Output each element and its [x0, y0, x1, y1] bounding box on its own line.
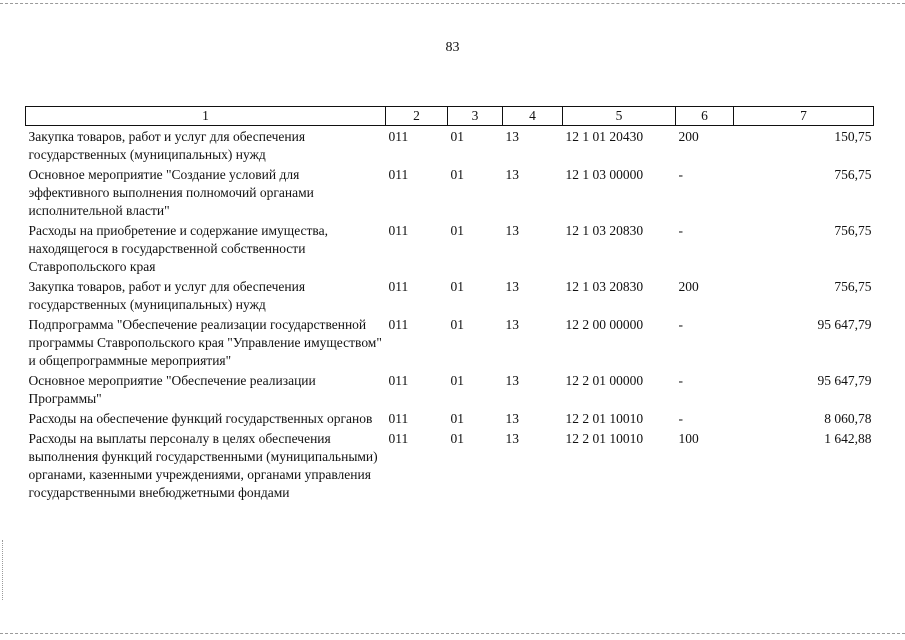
row-csr: 12 2 01 10010 [565, 411, 644, 426]
row-rz: 01 [450, 167, 464, 182]
budget-table [25, 106, 874, 502]
row-csr: 12 2 01 00000 [565, 373, 644, 388]
row-vr: - [678, 373, 683, 388]
row-ved: 011 [388, 129, 409, 144]
row-rz: 01 [450, 431, 464, 446]
header-cell-6: 6 [676, 107, 734, 126]
header-cell-5: 5 [563, 107, 676, 126]
header-cell-2: 2 [386, 107, 448, 126]
row-sum: 1 642,88 [824, 431, 872, 446]
row-ved: 011 [388, 431, 409, 446]
scan-edge-bottom [0, 633, 905, 634]
row-vr: 100 [678, 431, 699, 446]
row-ved: 011 [388, 411, 409, 426]
table-row [26, 428, 874, 502]
row-pr: 13 [505, 431, 519, 446]
row-ved: 011 [388, 279, 409, 294]
row-ved: 011 [388, 167, 409, 182]
row-name: Основное мероприятие "Создание условий для эффективного выполнения полномочий органами исполнительной власти" [28, 167, 314, 218]
row-rz: 01 [450, 317, 464, 332]
row-sum: 756,75 [834, 167, 872, 182]
row-name: Закупка товаров, работ и услуг для обеспечения государственных (муниципальных) нужд [28, 129, 306, 162]
row-vr: - [678, 167, 683, 182]
row-pr: 13 [505, 317, 519, 332]
row-vr: - [678, 317, 683, 332]
table-row [26, 276, 874, 314]
row-vr: 200 [678, 279, 699, 294]
row-ved: 011 [388, 373, 409, 388]
row-sum: 95 647,79 [817, 317, 872, 332]
header-cell-7: 7 [734, 107, 874, 126]
table-row [26, 314, 874, 370]
table-row [26, 408, 874, 428]
row-pr: 13 [505, 167, 519, 182]
row-pr: 13 [505, 279, 519, 294]
header-cell-1: 1 [26, 107, 386, 126]
row-csr: 12 2 01 10010 [565, 431, 644, 446]
row-name: Расходы на выплаты персоналу в целях обеспечения выполнения функций государственными (муниципальными) органами, казенными учреждениями, органами управления государственными внебюджетными фондами [28, 431, 378, 500]
row-name: Подпрограмма "Обеспечение реализации государственной программы Ставропольского края "Управление имуществом" и общепрограммные мероприятия" [28, 317, 382, 368]
table-row [26, 126, 874, 165]
scan-edge-top [0, 3, 905, 4]
row-pr: 13 [505, 223, 519, 238]
row-sum: 756,75 [834, 223, 872, 238]
row-csr: 12 1 03 00000 [565, 167, 644, 182]
row-sum: 756,75 [834, 279, 872, 294]
row-csr: 12 1 01 20430 [565, 129, 644, 144]
row-sum: 95 647,79 [817, 373, 872, 388]
header-cell-4: 4 [503, 107, 563, 126]
row-name: Расходы на обеспечение функций государственных органов [28, 411, 373, 426]
scan-edge-left [2, 540, 3, 600]
row-rz: 01 [450, 373, 464, 388]
row-vr: 200 [678, 129, 699, 144]
row-ved: 011 [388, 317, 409, 332]
table-row [26, 164, 874, 220]
page-number: 83 [445, 40, 460, 55]
row-rz: 01 [450, 129, 464, 144]
header-cell-3: 3 [448, 107, 503, 126]
row-rz: 01 [450, 223, 464, 238]
row-name: Основное мероприятие "Обеспечение реализации Программы" [28, 373, 316, 406]
row-pr: 13 [505, 373, 519, 388]
table-row [26, 370, 874, 408]
row-rz: 01 [450, 279, 464, 294]
row-vr: - [678, 411, 683, 426]
row-vr: - [678, 223, 683, 238]
row-name: Расходы на приобретение и содержание имущества, находящегося в государственной собственности Ставропольского края [28, 223, 328, 274]
row-sum: 8 060,78 [824, 411, 872, 426]
row-csr: 12 2 00 00000 [565, 317, 644, 332]
row-sum: 150,75 [834, 129, 872, 144]
row-ved: 011 [388, 223, 409, 238]
row-pr: 13 [505, 411, 519, 426]
row-rz: 01 [450, 411, 464, 426]
table-row [26, 220, 874, 276]
row-pr: 13 [505, 129, 519, 144]
row-name: Закупка товаров, работ и услуг для обеспечения государственных (муниципальных) нужд [28, 279, 306, 312]
row-csr: 12 1 03 20830 [565, 279, 644, 294]
row-csr: 12 1 03 20830 [565, 223, 644, 238]
header-row [26, 107, 874, 126]
